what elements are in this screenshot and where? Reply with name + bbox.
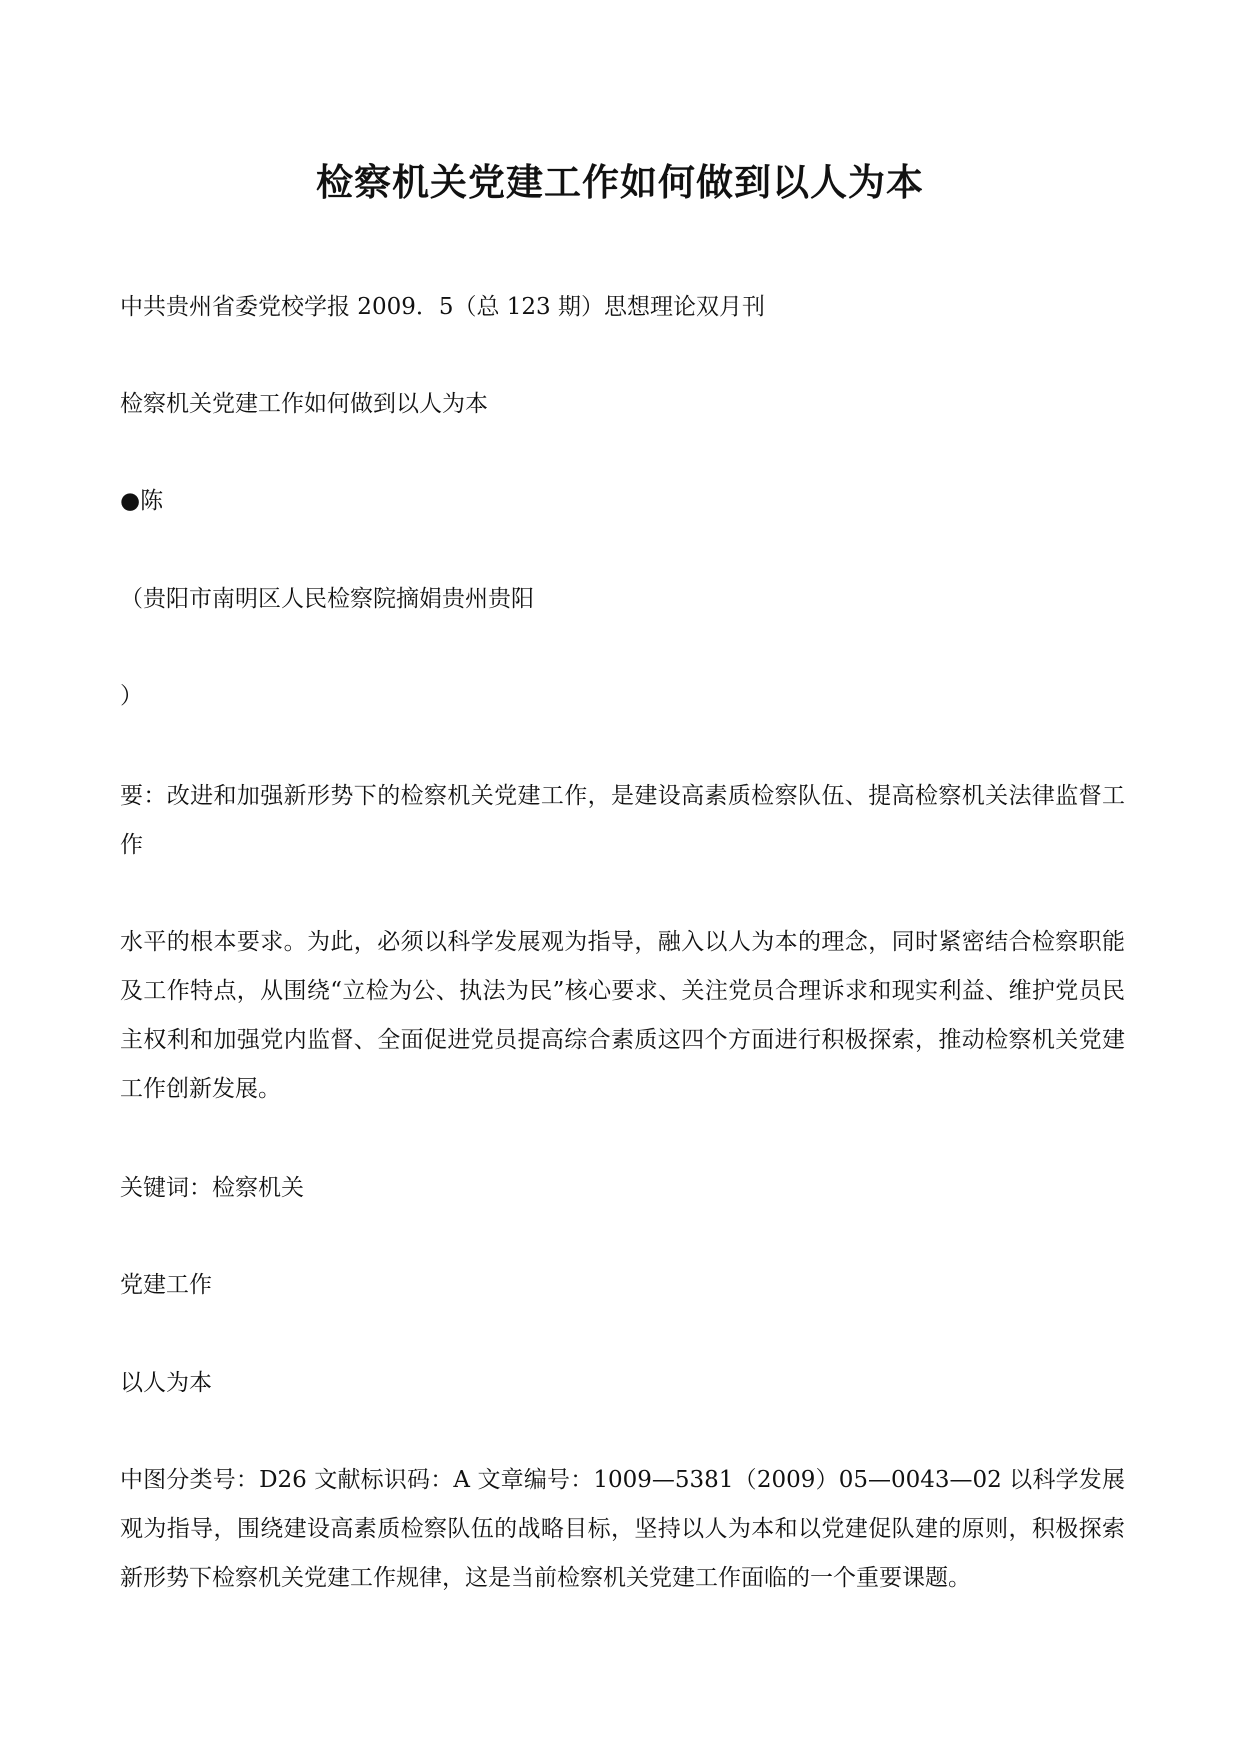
- keyword-item: 党建工作: [120, 1272, 212, 1298]
- article-subtitle: 检察机关党建工作如何做到以人为本: [120, 391, 488, 417]
- abstract-paragraph-1: 要：改进和加强新形势下的检察机关党建工作，是建设高素质检察队伍、提高检察机关法律监督工作: [120, 783, 1125, 858]
- keyword-item: 以人为本: [120, 1370, 212, 1396]
- journal-line: 中共贵州省委党校学报 2009．5（总 123 期）思想理论双月刊: [120, 294, 765, 320]
- affiliation-close: ）: [120, 683, 143, 709]
- author-line: ●陈: [120, 488, 164, 514]
- affiliation-line: （贵阳市南明区人民检察院摘娟贵州贵阳: [120, 586, 534, 612]
- abstract-paragraph-2: 水平的根本要求。为此，必须以科学发展观为指导，融入以人为本的理念，同时紧密结合检察职能及工作特点，从围绕“立检为公、执法为民”核心要求、关注党员合理诉求和现实利益、维护党员民主权利和加强党内监督、全面促进党员提高综合素质这四个方面进行积极探索，推动检察机关党建工作创新发展。: [120, 929, 1125, 1102]
- classification-paragraph: 中图分类号：D26 文献标识码：A 文章编号：1009—5381（2009）05—0043—02 以科学发展观为指导，围绕建设高素质检察队伍的战略目标，坚持以人为本和以党建促队建的原则，积极探索新形势下检察机关党建工作规律，这是当前检察机关党建工作面临的一个重要课题。: [120, 1467, 1125, 1591]
- document-title: 检察机关党建工作如何做到以人为本: [316, 160, 924, 204]
- keywords-line: 关键词：检察机关: [120, 1175, 304, 1201]
